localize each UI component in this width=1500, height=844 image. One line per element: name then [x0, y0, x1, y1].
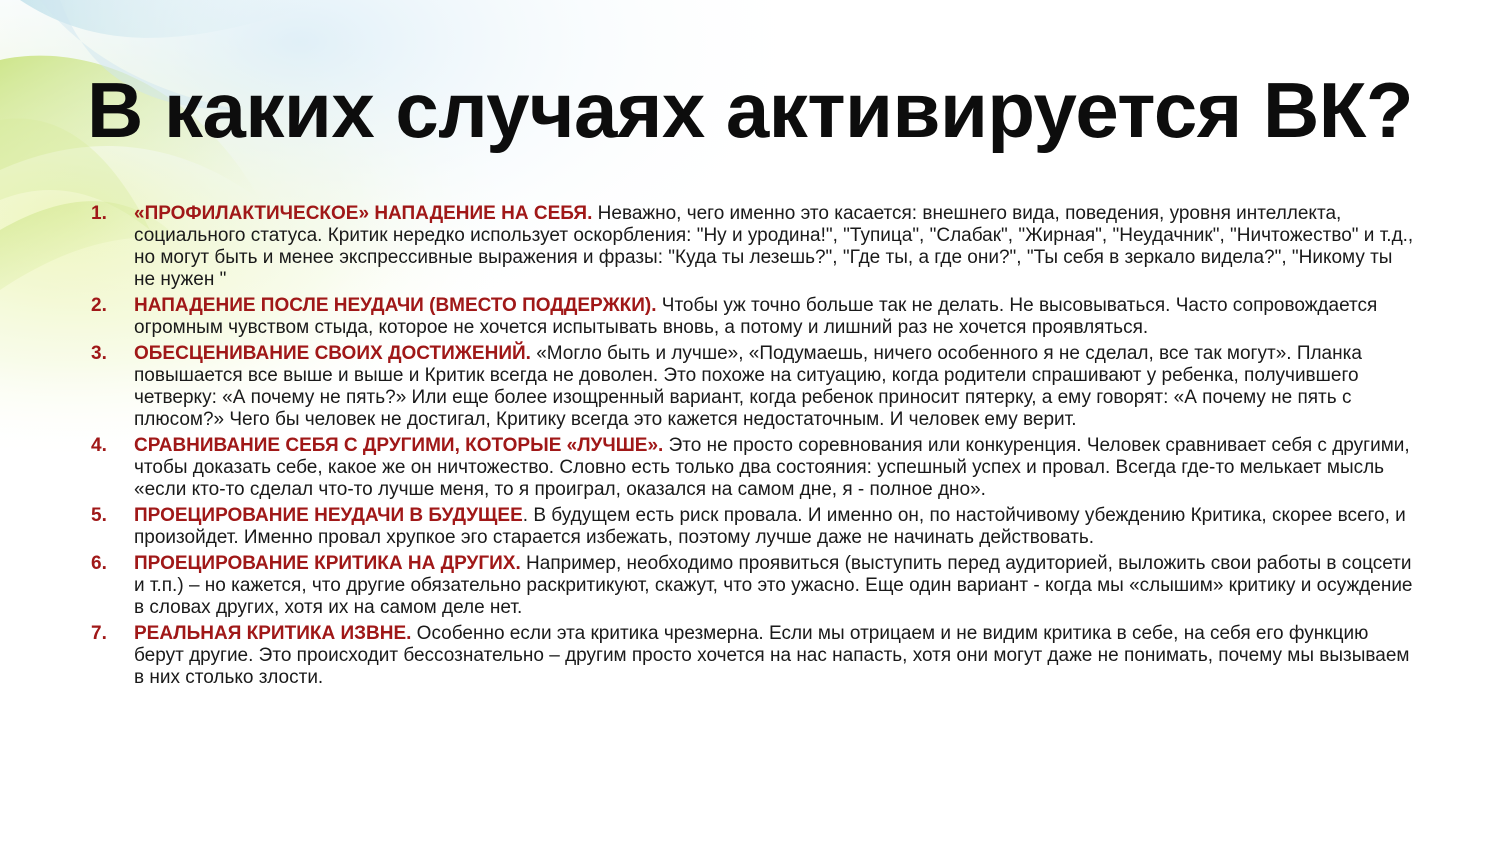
list-item-heading: ПРОЕЦИРОВАНИЕ КРИТИКА НА ДРУГИХ.	[134, 553, 521, 574]
list-item-heading: НАПАДЕНИЕ ПОСЛЕ НЕУДАЧИ (ВМЕСТО ПОДДЕРЖКИ).	[134, 295, 657, 316]
list-item-heading: ПРОЕЦИРОВАНИЕ НЕУДАЧИ В БУДУЩЕЕ	[134, 505, 523, 526]
list-item-number: 4.	[91, 435, 107, 456]
list-item-heading: СРАВНИВАНИЕ СЕБЯ С ДРУГИМИ, КОТОРЫЕ «ЛУЧШЕ».	[134, 435, 664, 456]
list-item-number: 5.	[91, 505, 107, 526]
list-item-number: 6.	[91, 553, 107, 574]
list-item-3	[88, 343, 1418, 431]
list-item-text: Чтобы уж точно больше так не делать. Не высовываться. Часто сопровождается огромным чувством стыда, которое не хочется испытывать вновь, а потому и лишний раз не хочется проявляться.	[134, 295, 1378, 338]
list-item-number: 1.	[91, 203, 107, 224]
list-item-1	[88, 203, 1418, 291]
list-item-number: 2.	[91, 295, 107, 316]
list-item-heading: РЕАЛЬНАЯ КРИТИКА ИЗВНЕ.	[134, 623, 412, 644]
list-item-number: 3.	[91, 343, 107, 364]
list-item-text: . В будущем есть риск провала. И именно он, по настойчивому убеждению Критика, скорее всего, и произойдет. Именно провал хрупкое эго старается избежать, поэтому лучше даже не начинать действовать.	[134, 505, 1406, 548]
list-item-5	[88, 505, 1418, 549]
list-item-2	[88, 295, 1418, 339]
list-item-heading: ОБЕСЦЕНИВАНИЕ СВОИХ ДОСТИЖЕНИЙ.	[134, 343, 531, 364]
list-item-text: Неважно, чего именно это касается: внешнего вида, поведения, уровня интеллекта, социального статуса. Критик нередко использует оскорбления: "Ну и уродина!", "Тупица", "Слабак", "Жирная", "Неудачник", "Ничтожество" и т.д., но могут быть и менее экспрессивные выражения и фразы: "Куда ты лезешь?", "Где ты, а где они?", "Ты себя в зеркало видела?", "Никому ты не нужен "	[134, 203, 1414, 290]
list-item-heading: «ПРОФИЛАКТИЧЕСКОЕ» НАПАДЕНИЕ НА СЕБЯ.	[134, 203, 593, 224]
slide-title: В каких случаях активируется ВК?	[86, 66, 1414, 154]
list-item-text: Например, необходимо проявиться (выступить перед аудиторией, выложить свои работы в соцсети и т.п.) – но кажется, что другие обязательно раскритикуют, скажут, что это ужасно. Еще один вариант - когда мы «слышим» критику и осуждение в словах других, хотя их на самом деле нет.	[134, 553, 1413, 618]
list-item-text: Это не просто соревнования или конкуренция. Человек сравнивает себя с другими, чтобы доказать себе, какое же он ничтожество. Словно есть только два состояния: успешный успех и провал. Всегда где-то мелькает мысль «если кто-то сделал что-то лучше меня, то я проиграл, оказался на самом дне, я - полное дно».	[134, 435, 1410, 500]
list-item-7	[88, 623, 1418, 689]
list-item-text: Особенно если эта критика чрезмерна. Если мы отрицаем и не видим критика в себе, на себя его функцию берут другие. Это происходит бессознательно – другим просто хочется на нас напасть, хотя они могут даже не понимать, почему мы вызываем в них столько злости.	[134, 623, 1410, 688]
list-item-6	[88, 553, 1418, 619]
critic-activation-list	[88, 203, 1418, 693]
list-item-text: «Могло быть и лучше», «Подумаешь, ничего особенного я не сделал, все так могут». Планка повышается все выше и выше и Критик всегда не доволен. Это похоже на ситуацию, когда родители спрашивают у ребенка, получившего четверку: «А почему не пять?» Или еще более изощренный вариант, когда ребенок приносит пятерку, а ему говорят: «А почему не пять с плюсом?» Чего бы человек не достигал, Критику всегда это кажется недостаточным. И человек ему верит.	[134, 343, 1362, 430]
list-item-4	[88, 435, 1418, 501]
list-item-number: 7.	[91, 623, 107, 644]
